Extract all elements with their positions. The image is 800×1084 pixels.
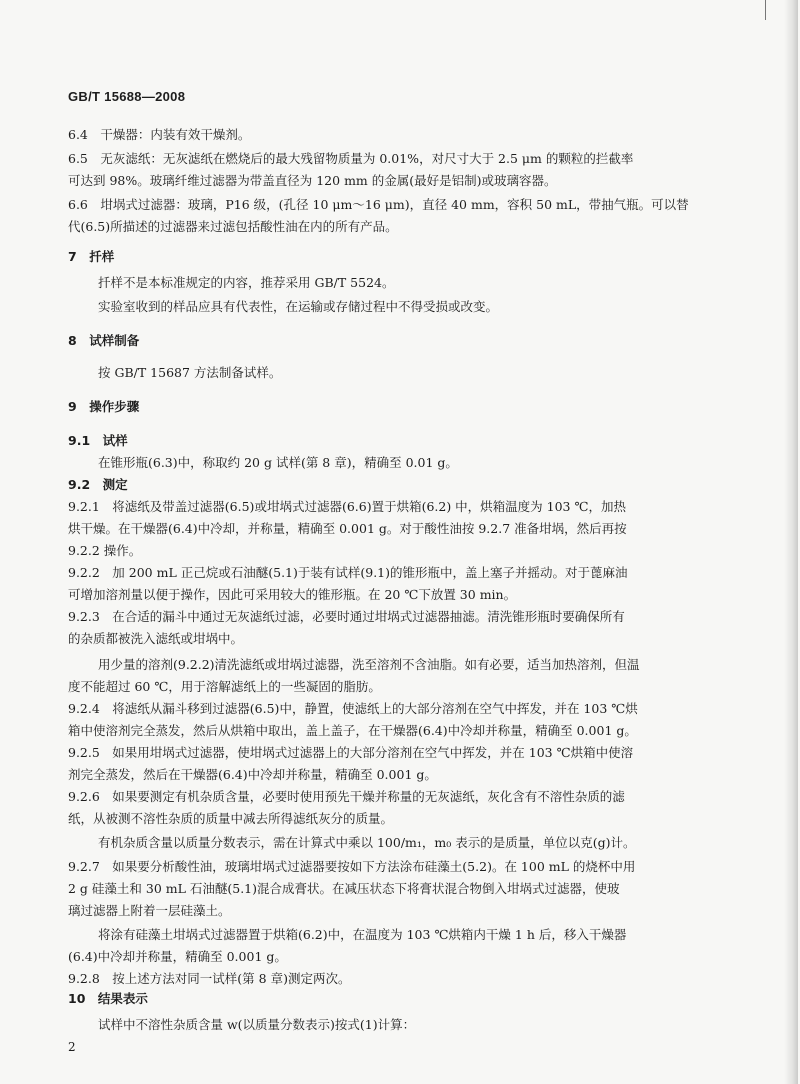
clause-9-2-1-cont-2: 9.2.2 操作。 (68, 543, 142, 558)
clause-9-2-4-cont: 箱中使溶剂完全蒸发，然后从烘箱中取出，盖上盖子，在干燥器(6.4)中冷却并称量，精确至 0.001 g。 (68, 723, 637, 738)
section-9-heading: 9 操作步骤 (68, 399, 140, 414)
clause-9-2-heading: 9.2 测定 (68, 477, 128, 492)
clause-9-2-3-para-2-cont: 度不能超过 60 ℃，用于溶解滤纸上的一些凝固的脂肪。 (68, 679, 381, 694)
clause-9-2-7-cont-2: 璃过滤器上附着一层硅藻土。 (68, 903, 231, 918)
clause-9-2-6: 9.2.6 如果要测定有机杂质含量，必要时使用预先干燥并称量的无灰滤纸，灰化含有不溶性杂质的滤 (68, 789, 625, 804)
section-7-heading: 7 扦样 (68, 249, 115, 264)
clause-9-2-3-para-2: 用少量的溶剂(9.2.2)清洗滤纸或坩埚过滤器，洗至溶剂不含油脂。如有必要，适当加热溶剂，但温 (98, 657, 640, 672)
clause-9-2-8: 9.2.8 按上述方法对同一试样(第 8 章)测定两次。 (68, 971, 351, 986)
clause-9-2-4: 9.2.4 将滤纸从漏斗移到过滤器(6.5)中，静置，使滤纸上的大部分溶剂在空气中挥发，并在 103 ℃烘 (68, 701, 638, 716)
section-8-heading: 8 试样制备 (68, 333, 140, 348)
scan-mark (765, 0, 772, 20)
clause-9-2-2-cont: 可增加溶剂量以便于操作，因此可采用较大的锥形瓶。在 20 ℃下放置 30 min。 (68, 587, 517, 602)
clause-9-2-7-para-2: 将涂有硅藻土坩埚式过滤器置于烘箱(6.2)中，在温度为 103 ℃烘箱内干燥 1 h 后，移入干燥器 (98, 927, 627, 942)
scan-edge-shadow (784, 0, 798, 1084)
clause-9-2-7-cont-1: 2 g 硅藻土和 30 mL 石油醚(5.1)混合成膏状。在减压状态下将膏状混合物倒入坩埚式过滤器，使玻 (68, 881, 620, 896)
clause-9-1-heading: 9.1 试样 (68, 433, 128, 448)
clause-9-2-5-cont: 剂完全蒸发，然后在干燥器(6.4)中冷却并称量，精确至 0.001 g。 (68, 767, 437, 782)
clause-6-6-cont: 代(6.5)所描述的过滤器来过滤包括酸性油在内的所有产品。 (68, 219, 398, 234)
section-7-para-1: 扦样不是本标准规定的内容，推荐采用 GB/T 5524。 (98, 275, 395, 290)
page-number: 2 (68, 1040, 76, 1054)
clause-9-2-3-cont: 的杂质都被洗入滤纸或坩埚中。 (68, 631, 244, 646)
clause-9-1-para: 在锥形瓶(6.3)中，称取约 20 g 试样(第 8 章)，精确至 0.01 g。 (98, 455, 458, 470)
clause-9-2-6-para-2: 有机杂质含量以质量分数表示，需在计算式中乘以 100/m₁，m₀ 表示的是质量，单位以克(g)计。 (98, 835, 636, 850)
clause-9-2-7-para-2-cont: (6.4)中冷却并称量，精确至 0.001 g。 (68, 949, 287, 964)
clause-6-5-cont: 可达到 98%。玻璃纤维过滤器为带盖直径为 120 mm 的金属(最好是铝制)或玻璃容器。 (68, 173, 557, 188)
clause-9-2-1-cont-1: 烘干燥。在干燥器(6.4)中冷却，并称量，精确至 0.001 g。对于酸性油按 9.2.7 准备坩埚，然后再按 (68, 521, 627, 536)
clause-9-2-5: 9.2.5 如果用坩埚式过滤器，使坩埚式过滤器上的大部分溶剂在空气中挥发，并在 103 ℃烘箱中使溶 (68, 745, 634, 760)
clause-6-5: 6.5 无灰滤纸：无灰滤纸在燃烧后的最大残留物质量为 0.01%，对尺寸大于 2.5 μm 的颗粒的拦截率 (68, 151, 634, 166)
standard-code-header: GB/T 15688—2008 (68, 89, 186, 104)
clause-9-2-6-cont: 纸，从被测不溶性杂质的质量中减去所得滤纸灰分的质量。 (68, 811, 394, 826)
clause-9-2-1: 9.2.1 将滤纸及带盖过滤器(6.5)或坩埚式过滤器(6.6)置于烘箱(6.2) 中，烘箱温度为 103 ℃，加热 (68, 499, 626, 514)
section-7-para-2: 实验室收到的样品应具有代表性，在运输或存储过程中不得受损或改变。 (98, 299, 499, 314)
clause-9-2-7: 9.2.7 如果要分析酸性油，玻璃坩埚式过滤器要按如下方法涂布硅藻土(5.2)。在 100 mL 的烧杯中用 (68, 859, 636, 874)
clause-9-2-2: 9.2.2 加 200 mL 正己烷或石油醚(5.1)于装有试样(9.1)的锥形瓶中，盖上塞子并摇动。对于蓖麻油 (68, 565, 628, 580)
clause-6-4: 6.4 干燥器：内装有效干燥剂。 (68, 127, 251, 142)
clause-9-2-3: 9.2.3 在合适的漏斗中通过无灰滤纸过滤，必要时通过坩埚式过滤器抽滤。清洗锥形瓶时要确保所有 (68, 609, 625, 624)
clause-6-6: 6.6 坩埚式过滤器：玻璃，P16 级，(孔径 10 μm～16 μm)，直径 40 mm，容积 50 mL，带抽气瓶。可以替 (68, 197, 689, 212)
section-10-heading: 10 结果表示 (68, 991, 148, 1006)
section-8-para: 按 GB/T 15687 方法制备试样。 (98, 365, 282, 380)
section-10-para: 试样中不溶性杂质含量 w(以质量分数表示)按式(1)计算： (98, 1017, 416, 1032)
